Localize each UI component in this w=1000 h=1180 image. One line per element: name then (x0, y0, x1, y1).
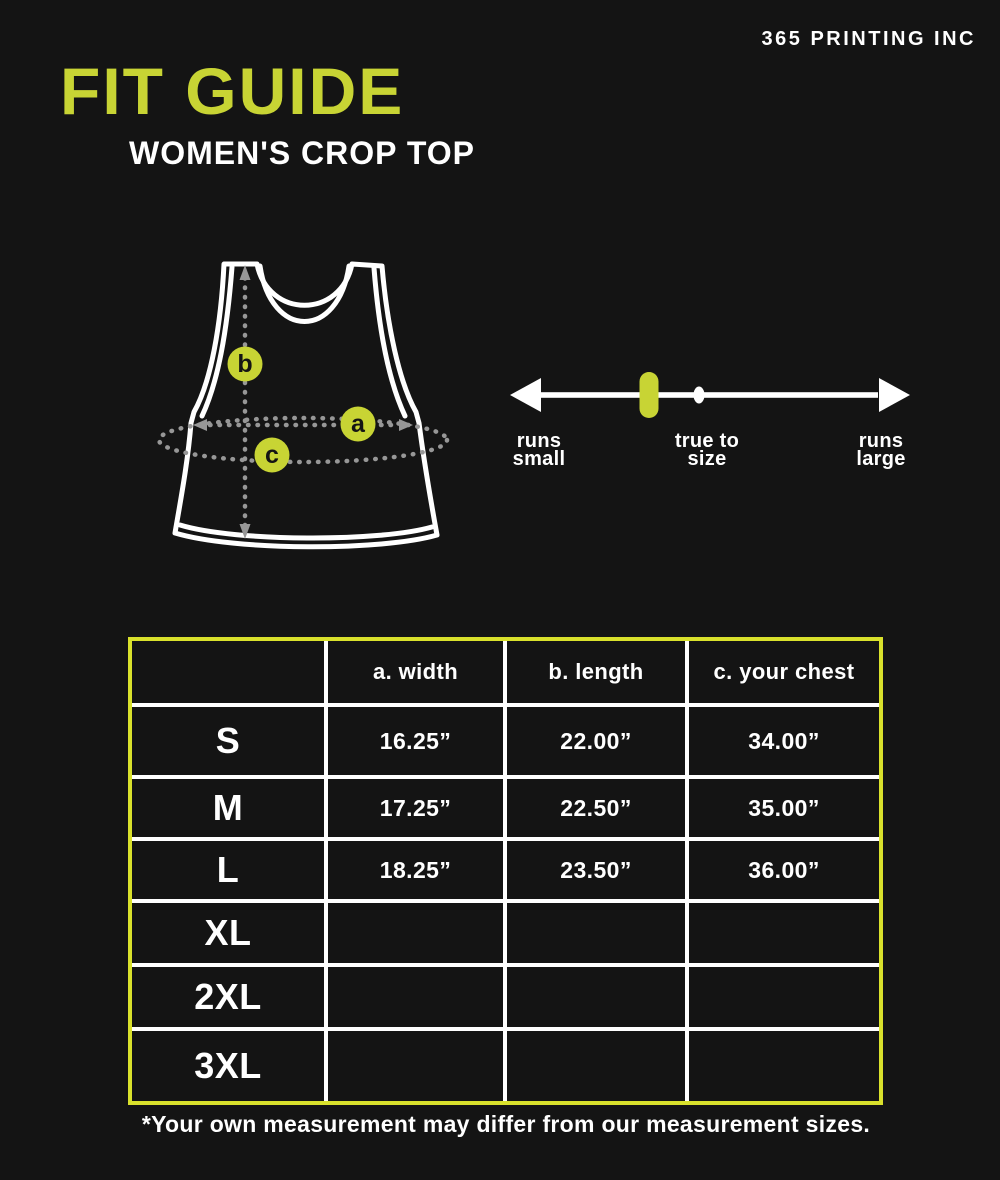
table-header-blank (132, 641, 324, 703)
width-marker-a (341, 407, 376, 442)
arrowhead-up-icon (240, 265, 251, 280)
runs-large-label (836, 432, 926, 468)
value-xl-chest (689, 903, 879, 963)
fit-scale-center-dot-icon (694, 387, 705, 404)
fit-scale-slider (640, 372, 659, 418)
arrowhead-left-icon (193, 419, 207, 431)
true-to-size-line2: size (687, 448, 727, 470)
crop-top-diagram (140, 240, 480, 580)
value-l-length: 23.50” (507, 841, 685, 899)
value-2xl-width (328, 967, 503, 1027)
size-label-l: L (132, 841, 324, 899)
value-m-length: 22.50” (507, 779, 685, 837)
runs-small-label (494, 432, 584, 468)
page-title: FIT GUIDE (60, 54, 405, 128)
value-3xl-width (328, 1031, 503, 1101)
value-xl-length (507, 903, 685, 963)
marker-a-label: a (351, 410, 365, 438)
value-m-width: 17.25” (328, 779, 503, 837)
runs-small-line1: runs (516, 430, 562, 452)
value-3xl-length (507, 1031, 685, 1101)
table-header-width: a. width (328, 641, 503, 703)
size-label-2xl: 2XL (132, 967, 324, 1027)
size-label-3xl: 3XL (132, 1031, 324, 1101)
value-xl-width (328, 903, 503, 963)
value-2xl-chest (689, 967, 879, 1027)
value-3xl-chest (689, 1031, 879, 1101)
value-m-chest: 35.00” (689, 779, 879, 837)
size-label-s: S (132, 707, 324, 775)
value-s-width: 16.25” (328, 707, 503, 775)
footnote: *Your own measurement may differ from our measurement sizes. (141, 1111, 871, 1137)
arrowhead-right-icon (399, 419, 413, 431)
true-to-size-line1: true to (674, 430, 740, 452)
marker-b-label: b (237, 350, 253, 378)
value-s-length: 22.00” (507, 707, 685, 775)
fit-scale (500, 358, 920, 432)
value-s-chest: 34.00” (689, 707, 879, 775)
page-subtitle: WOMEN'S CROP TOP (129, 135, 476, 171)
fit-scale-arrowhead-left-icon (510, 378, 541, 412)
size-label-xl: XL (132, 903, 324, 963)
runs-small-line2: small (512, 448, 566, 470)
table-header-chest: c. your chest (689, 641, 879, 703)
value-l-chest: 36.00” (689, 841, 879, 899)
runs-large-line2: large (856, 448, 906, 470)
marker-c-label: c (265, 441, 279, 469)
runs-large-line1: runs (858, 430, 904, 452)
hem-line (180, 525, 432, 538)
armhole-line-right (374, 268, 405, 416)
chest-marker-c (255, 438, 290, 473)
size-table (128, 637, 883, 1105)
fit-scale-arrowhead-right-icon (879, 378, 910, 412)
value-l-width: 18.25” (328, 841, 503, 899)
shirt-outline (175, 264, 437, 547)
value-2xl-length (507, 967, 685, 1027)
table-header-length: b. length (507, 641, 685, 703)
true-to-size-label (662, 432, 752, 468)
size-label-m: M (132, 779, 324, 837)
fit-scale-line (538, 392, 878, 398)
length-marker-b (228, 347, 263, 382)
brand-name: 365 PRINTING INC (761, 28, 976, 50)
